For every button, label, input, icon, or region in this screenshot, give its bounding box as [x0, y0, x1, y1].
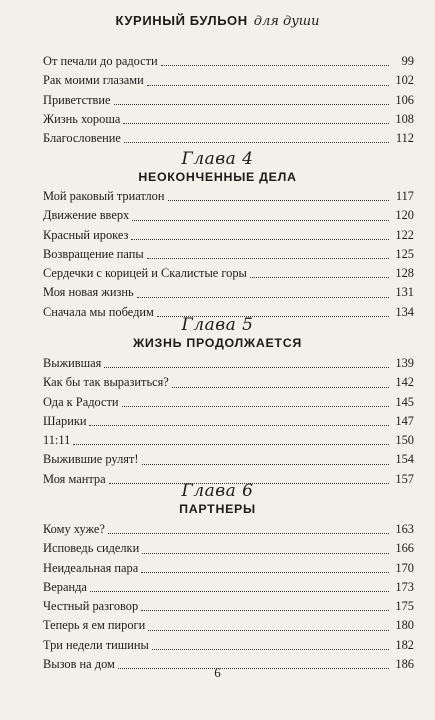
toc-entry: [43, 559, 414, 578]
dot-leader: [89, 424, 389, 426]
toc-entry-page: 139: [395, 356, 414, 370]
toc-entry: [43, 283, 414, 302]
toc-entry: [43, 91, 414, 110]
chapter-heading: [0, 149, 435, 185]
toc-entry-page: 102: [395, 73, 414, 88]
toc-entry-title: Моя мантра: [43, 471, 106, 486]
toc-entry-title: Исповедь сиделки: [43, 541, 140, 556]
dot-leader: [124, 141, 389, 143]
toc-entry: [43, 597, 414, 616]
toc-entry-title: От печали до радости: [43, 54, 158, 68]
toc-entry: [43, 412, 414, 431]
toc-list-chapter-5: [43, 354, 414, 489]
toc-entry: [43, 52, 414, 71]
toc-entry-title: Теперь я ем пироги: [43, 618, 146, 633]
dot-leader: [131, 238, 389, 240]
toc-entry-title: Как бы так выразиться?: [43, 375, 169, 390]
toc-entry: [43, 206, 414, 225]
toc-entry-page: 106: [395, 92, 414, 107]
chapter-heading: [0, 481, 435, 517]
toc-entry-title: Веранда: [43, 579, 87, 594]
toc-entry-title: Честный разговор: [43, 599, 139, 614]
toc-entry: [43, 226, 414, 245]
toc-entry-title: Мой раковый триатлон: [43, 189, 165, 203]
toc-entry-page: 175: [395, 599, 414, 614]
dot-leader: [104, 366, 389, 368]
toc-list-chapter-6: [43, 520, 414, 674]
running-header: [0, 12, 435, 30]
toc-entry-page: 122: [395, 227, 414, 242]
toc-entry: [43, 450, 414, 469]
toc-entry: [43, 636, 414, 655]
toc-entry-title: Кому хуже?: [43, 522, 105, 536]
toc-entry-page: 128: [395, 266, 414, 281]
toc-entry: [43, 187, 414, 206]
toc-entry-title: Сердечки с корицей и Скалистые горы: [43, 266, 247, 281]
toc-entry-page: 154: [395, 452, 414, 467]
toc-list-chapter-4: [43, 187, 414, 322]
chapter-label: Глава 4: [181, 149, 254, 169]
toc-entry-page: 186: [395, 657, 414, 672]
toc-entry-page: 125: [395, 246, 414, 261]
book-title-caps: КУРИНЫЙ БУЛЬОН: [115, 13, 248, 28]
toc-entry-title: 11:11: [43, 433, 71, 448]
dot-leader: [123, 122, 389, 124]
toc-entry-title: Три недели тишины: [43, 637, 149, 652]
toc-entry-title: Ода к Радости: [43, 394, 119, 409]
toc-entry: [43, 354, 414, 373]
toc-entry-title: Моя новая жизнь: [43, 285, 134, 300]
dot-leader: [132, 219, 389, 221]
toc-entry-page: 163: [395, 522, 414, 536]
toc-entry-title: Красный ирокез: [43, 227, 129, 242]
toc-entry-page: 147: [395, 413, 414, 428]
toc-entry-title: Возвращение папы: [43, 246, 144, 261]
toc-entry-title: Рак моими глазами: [43, 73, 144, 88]
toc-entry-page: 99: [401, 54, 414, 68]
toc-entry-page: 180: [395, 618, 414, 633]
toc-entry: [43, 110, 414, 129]
toc-entry-page: 112: [395, 131, 414, 146]
toc-entry: [43, 264, 414, 283]
toc-entry-title: Жизнь хороша: [43, 111, 121, 126]
dot-leader: [147, 84, 389, 86]
toc-entry-page: 166: [395, 541, 414, 556]
toc-entry-title: Вызов на дом: [43, 657, 115, 672]
chapter-title: ЖИЗНЬ ПРОДОЛЖАЕТСЯ: [133, 336, 302, 350]
toc-entry: [43, 245, 414, 264]
toc-entry-page: 173: [395, 579, 414, 594]
dot-leader: [137, 296, 389, 298]
toc-entry-page: 157: [395, 471, 414, 486]
dot-leader: [250, 276, 389, 278]
dot-leader: [90, 590, 389, 592]
toc-entry-page: 134: [395, 304, 414, 319]
toc-entry: [43, 578, 414, 597]
dot-leader: [168, 199, 389, 201]
toc-entry-title: Шарики: [43, 413, 87, 428]
chapter-label: Глава 5: [181, 315, 254, 335]
toc-entry-title: Выжившая: [43, 356, 102, 370]
toc-entry-title: Выжившие рулят!: [43, 452, 139, 467]
dot-leader: [122, 405, 389, 407]
dot-leader: [147, 257, 389, 259]
toc-entry: [43, 539, 414, 558]
toc-entry-page: 117: [395, 189, 414, 203]
toc-entry-title: Неидеальная пара: [43, 560, 139, 575]
book-title-script: для души: [253, 14, 320, 29]
toc-entry-page: 170: [395, 560, 414, 575]
page-number: 6: [214, 665, 221, 680]
toc-entry-title: Движение вверх: [43, 208, 130, 223]
toc-entry: [43, 373, 414, 392]
toc-entry-page: 145: [395, 394, 414, 409]
toc-entry-page: 182: [395, 637, 414, 652]
dot-leader: [172, 386, 389, 388]
dot-leader: [141, 571, 389, 573]
dot-leader: [73, 443, 389, 445]
chapter-label: Глава 6: [181, 481, 254, 501]
toc-entry: [43, 520, 414, 539]
toc-entry-page: 120: [395, 208, 414, 223]
toc-entry-title: Сначала мы победим: [43, 304, 154, 319]
toc-entry: [43, 129, 414, 148]
dot-leader: [142, 463, 389, 465]
dot-leader: [141, 609, 389, 611]
dot-leader: [108, 532, 389, 534]
chapter-title: НЕОКОНЧЕННЫЕ ДЕЛА: [138, 170, 297, 184]
dot-leader: [161, 64, 389, 66]
toc-entry: [43, 393, 414, 412]
chapter-heading: [0, 315, 435, 351]
toc-entry: [43, 431, 414, 450]
toc-entry-page: 108: [395, 111, 414, 126]
toc-entry-page: 131: [395, 285, 414, 300]
toc-entry-title: Приветствие: [43, 92, 111, 107]
chapter-title: ПАРТНЕРЫ: [179, 502, 256, 516]
dot-leader: [148, 629, 389, 631]
toc-entry: [43, 71, 414, 90]
dot-leader: [114, 103, 389, 105]
toc-entry: [43, 616, 414, 635]
dot-leader: [152, 648, 389, 650]
toc-entry-page: 150: [395, 433, 414, 448]
toc-entry-page: 142: [395, 375, 414, 390]
toc-list-section-3: [43, 52, 414, 148]
dot-leader: [142, 552, 389, 554]
toc-entry-title: Благословение: [43, 131, 121, 146]
